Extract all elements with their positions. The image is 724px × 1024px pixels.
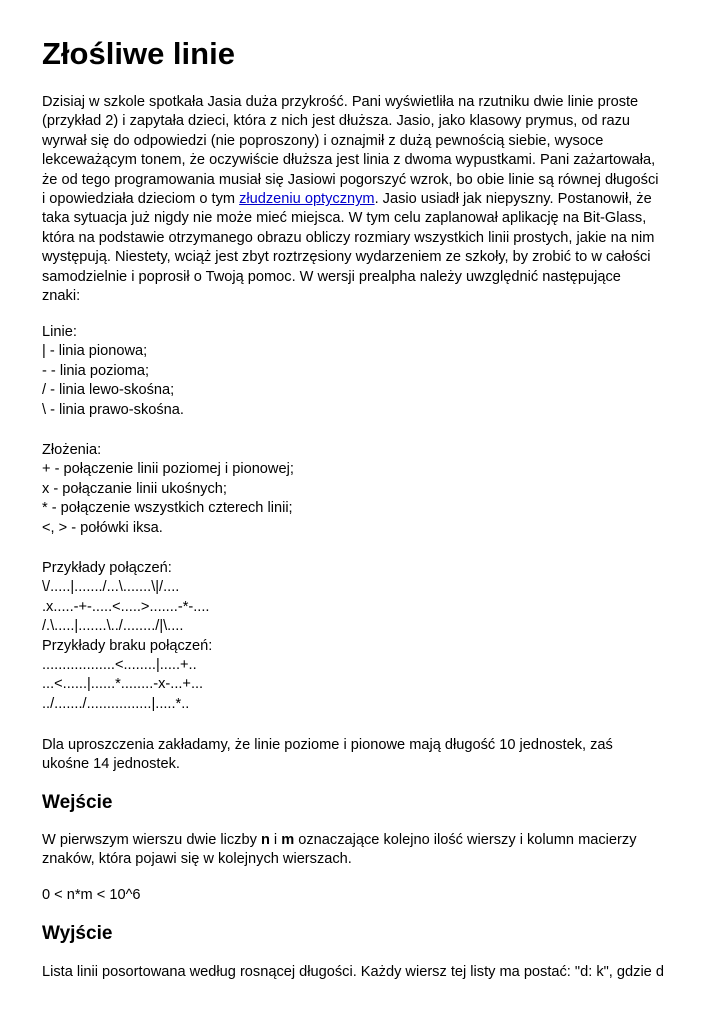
example-line: ..................<........|.....+.. bbox=[42, 657, 197, 674]
text-line: że od tego programowania musiał się Jasiowi pogorszyć wzrok, bo obie linie są równej długości bbox=[42, 171, 659, 188]
text-line: która na podstawie otrzymanego obrazu obliczy rozmiary wszystkich linii prostych, jakie na nim bbox=[42, 229, 655, 246]
text-line: lekceważącym tonem, że oczywiście dłuższa jest linia z dwoma wypustkami. Pani zażartowała, bbox=[42, 152, 656, 169]
text-line: samodzielnie i poprosił o Twoją pomoc. W wersji prealpha należy uwzględnić następujące bbox=[42, 268, 621, 285]
text-line: wyrwał się do odpowiedzi (nie poproszony) i oznajmił z dużą pewnością siebie, wysoce bbox=[42, 132, 604, 149]
variable-n: n bbox=[260, 832, 270, 848]
text-line: (przykład 2) i zapytała dzieci, która z nich jest dłuższa. Jasio, jako klasowy prymus, od razu bbox=[42, 113, 631, 130]
page-title: Złośliwe linie bbox=[42, 36, 235, 71]
input-heading: Wejście bbox=[42, 792, 113, 813]
variable-m: m bbox=[281, 832, 295, 848]
definition-line: \ - linia prawo-skośna. bbox=[42, 401, 184, 418]
block-heading: Linie: bbox=[42, 324, 77, 340]
text-line: taka sytuacja już nigdy nie może mieć miejsca. W tym celu zaplanował aplikację na Bit-Glass, bbox=[42, 210, 647, 227]
joins-definition-block bbox=[42, 441, 294, 538]
text-line: Dla uproszczenia zakładamy, że linie poziome i pionowe mają długość 10 jednostek, zaś bbox=[42, 737, 613, 753]
link-prefix-text: i opowiedziała dzieciom o tym bbox=[42, 191, 240, 208]
text-line-with-link bbox=[42, 190, 659, 209]
text-line: znaki: bbox=[42, 288, 81, 305]
constraint-line: 0 < n*m < 10^6 bbox=[42, 887, 141, 903]
definition-line: * - połączenie wszystkich czterech linii; bbox=[42, 500, 293, 517]
text-line: Lista linii posortowana według rosnącej długości. Każdy wiersz tej listy ma postać: "d: k", gdzie d bbox=[42, 964, 664, 980]
input-text-between: i bbox=[269, 832, 282, 848]
definition-line: x - połączanie linii ukośnych; bbox=[42, 480, 227, 497]
input-text-after-m: oznaczające kolejno ilość wierszy i kolumn macierzy bbox=[294, 832, 637, 848]
definition-line: + - połączenie linii poziomej i pionowej; bbox=[42, 461, 294, 478]
simplification-paragraph bbox=[42, 736, 613, 775]
example-line: ...<......|......*........-x-...+... bbox=[42, 676, 204, 693]
optical-illusion-link[interactable]: złudzeniu optycznym bbox=[239, 191, 375, 208]
input-constraint bbox=[42, 886, 141, 905]
link-suffix-text: . Jasio usiadł jak niepyszny. Postanowił, że bbox=[374, 191, 652, 208]
example-line: /.\.....|.......\../......../|\.... bbox=[42, 618, 184, 635]
definition-line: | - linia pionowa; bbox=[42, 343, 148, 360]
text-line bbox=[42, 831, 637, 850]
example-line: ../......./................|.....*.. bbox=[42, 695, 190, 712]
block-heading: Przykłady połączeń: bbox=[42, 560, 172, 576]
input-description bbox=[42, 831, 637, 870]
output-heading: Wyjście bbox=[42, 923, 113, 944]
input-text-before-n: W pierwszym wierszu dwie liczby bbox=[42, 832, 261, 848]
definition-line: <, > - połówki iksa. bbox=[42, 519, 163, 536]
examples-block bbox=[42, 559, 212, 714]
example-line: \/.....|......./...\.......\|/.... bbox=[42, 579, 180, 596]
output-description bbox=[42, 963, 664, 982]
example-line: .x.....-+-.....<.....>.......-*-.... bbox=[42, 598, 210, 615]
definition-line: / - linia lewo-skośna; bbox=[42, 382, 175, 399]
block-heading: Złożenia: bbox=[42, 442, 102, 458]
intro-paragraph bbox=[42, 93, 659, 306]
text-line: Dzisiaj w szkole spotkała Jasia duża przykrość. Pani wyświetliła na rzutniku dwie linie proste bbox=[42, 94, 639, 110]
block-heading: Przykłady braku połączeń: bbox=[42, 637, 213, 654]
text-line: ukośne 14 jednostek. bbox=[42, 756, 180, 773]
text-line: znaków, która pojawi się w kolejnych wierszach. bbox=[42, 851, 352, 868]
text-line: występują. Niestety, wciąż jest zbyt roztrzęsiony wydarzeniem ze szkoły, by zrobić to w całości bbox=[42, 249, 651, 266]
lines-definition-block bbox=[42, 323, 184, 420]
definition-line: - - linia pozioma; bbox=[42, 362, 150, 379]
